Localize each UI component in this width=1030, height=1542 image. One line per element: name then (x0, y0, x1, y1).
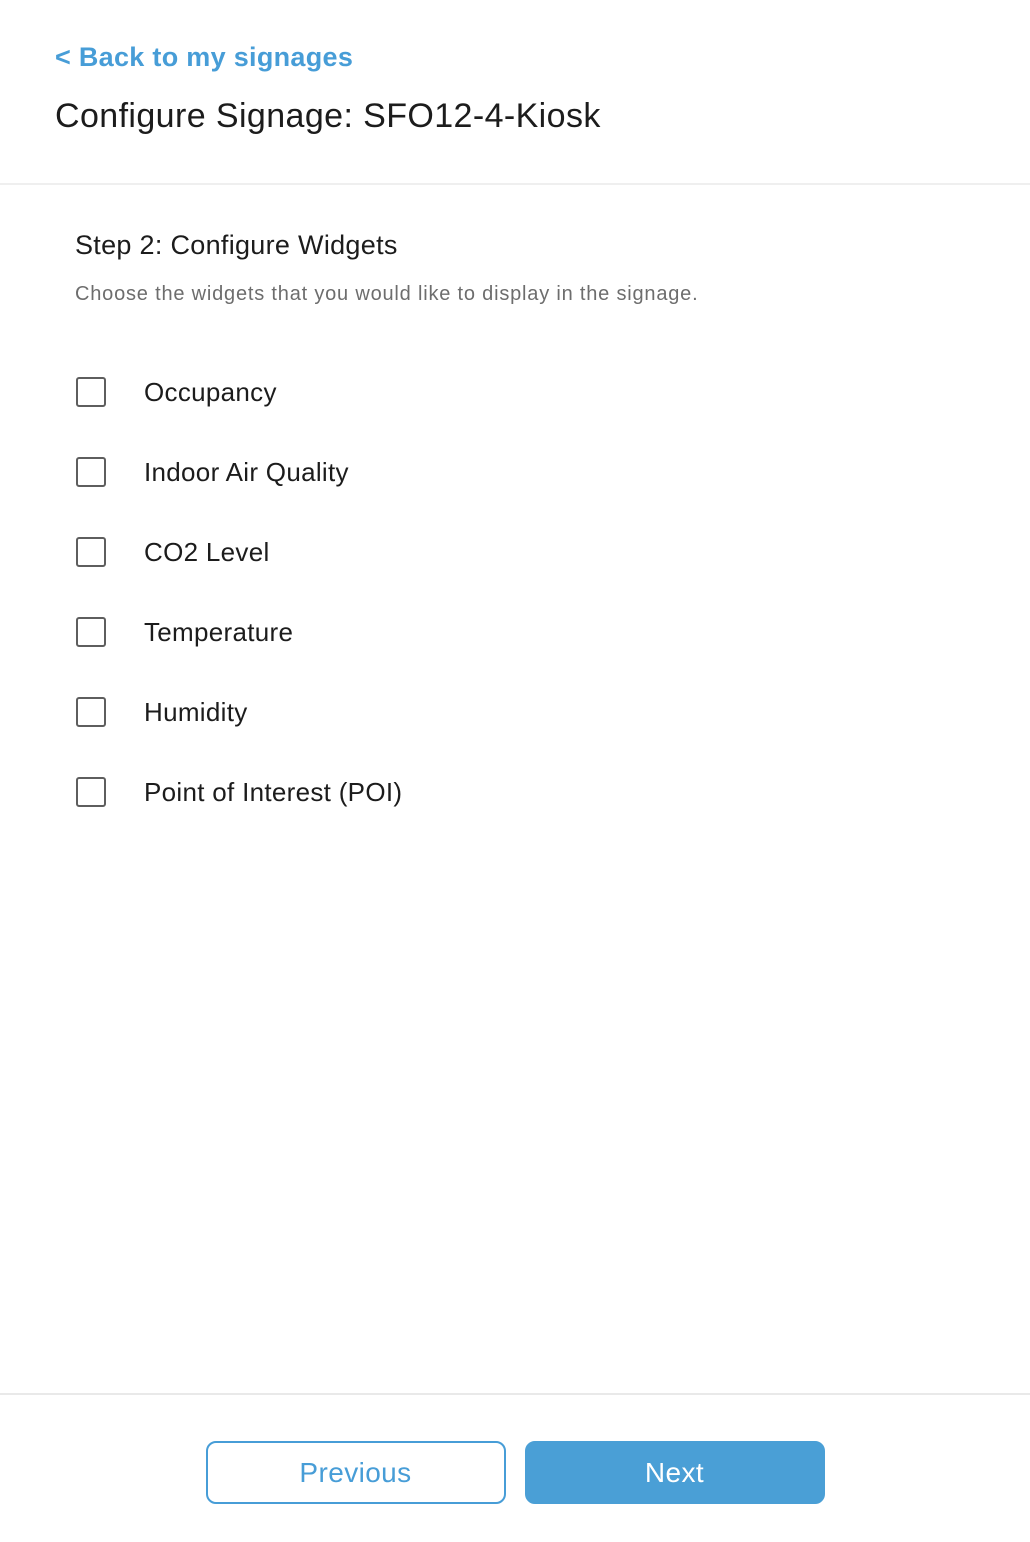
widget-row[interactable] (76, 537, 402, 567)
header-divider (0, 183, 1030, 185)
widget-checkbox[interactable] (76, 377, 106, 407)
previous-button[interactable]: Previous (206, 1441, 506, 1504)
back-link[interactable]: < Back to my signages (55, 42, 354, 72)
footer-buttons (0, 1441, 1030, 1504)
widget-label: CO2 Level (144, 536, 270, 567)
next-button[interactable]: Next (525, 1441, 825, 1504)
step-heading: Step 2: Configure Widgets (75, 230, 398, 260)
footer-divider (0, 1393, 1030, 1395)
widget-row[interactable] (76, 377, 402, 407)
widget-label: Humidity (144, 696, 248, 727)
widget-label: Temperature (144, 616, 294, 647)
widget-label: Point of Interest (POI) (144, 776, 403, 807)
widget-checkbox[interactable] (76, 537, 106, 567)
step-description: Choose the widgets that you would like to display in the signage. (75, 283, 699, 305)
widget-row[interactable] (76, 697, 402, 727)
widget-row[interactable] (76, 457, 402, 487)
widget-checkbox[interactable] (76, 777, 106, 807)
page-title: Configure Signage: SFO12-4-Kiosk (55, 97, 601, 135)
widget-checkbox[interactable] (76, 617, 106, 647)
widget-checkbox[interactable] (76, 697, 106, 727)
widget-checkbox[interactable] (76, 457, 106, 487)
widget-label: Indoor Air Quality (144, 456, 349, 487)
widget-label: Occupancy (144, 376, 277, 407)
widget-row[interactable] (76, 777, 402, 807)
widget-row[interactable] (76, 617, 402, 647)
widget-list (76, 377, 402, 857)
